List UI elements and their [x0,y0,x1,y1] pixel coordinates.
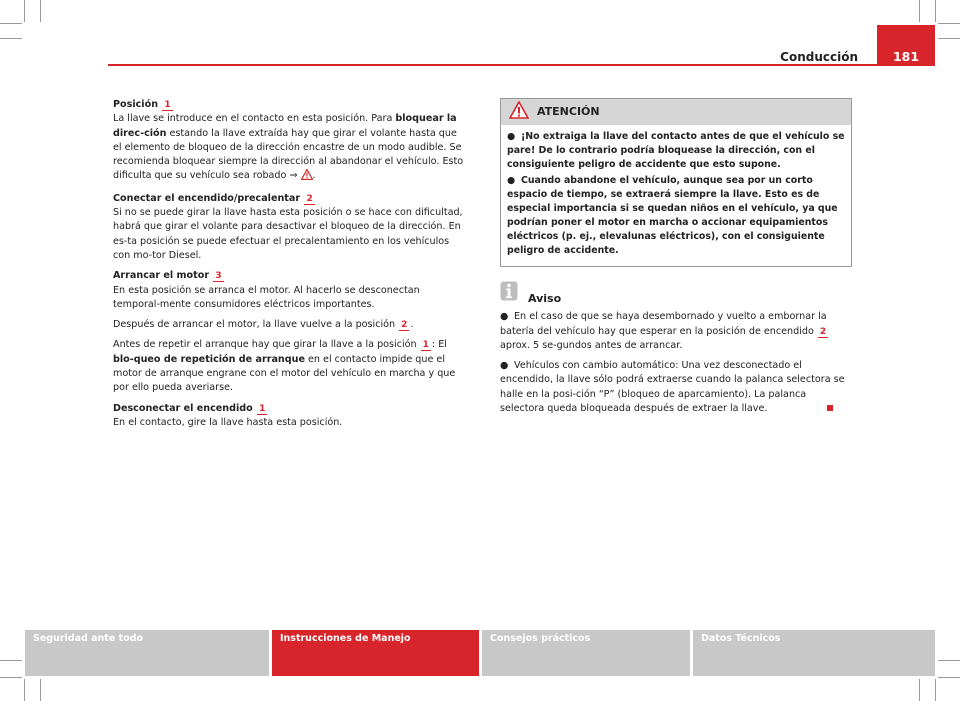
crop-mark [938,38,960,39]
footer-tab-datos[interactable]: Datos Técnicos [693,630,935,676]
position-number: 1 [259,403,266,414]
crop-mark [919,679,920,701]
crop-mark [938,23,960,24]
paragraph-conectar: Si no se puede girar la llave hasta esta posición o se hace con dificultad, habrá que girar el volante para desactivar el bloqueo de la dirección. En es-ta posición se puede efectuar el precalentamiento en los vehículos con mo-tor Diesel. [113,207,463,261]
warning-item: ● Cuando abandone el vehículo, aunque sea por un corto espacio de tiempo, se extraerá siempre la llave. Esto es de especial importancia si se quedan niños en el vehículo, ya que podrían poner el motor en marcha o accionar equipamientos eléctricos (p. ej., elevalunas eléctricos), con el consiguiente peligro de accidente. [507,175,838,256]
footer-tab-consejos[interactable]: Consejos prácticos [482,630,690,676]
paragraph-posicion: La llave se introduce en el contacto en esta posición. Para bloquear la direc-ción estando la llave extraída hay que girar el volante hasta que el elemento de bloqueo de la dirección encastre de un modo audible. Se recomienda bloquear siempre la dirección al abandonar el vehículo. Esto dificulta que su vehículo sea robado ⇒ . [113,112,465,185]
heading-arrancar: Arrancar el motor 3 [113,270,222,282]
crop-mark [938,677,960,678]
position-number: 1 [422,340,429,351]
warning-title: ATENCIÓN [537,104,600,118]
warning-triangle-icon[interactable] [301,169,313,185]
warning-header [501,99,851,125]
footer-tab-instrucciones[interactable]: Instrucciones de Manejo [272,630,479,676]
crop-mark [40,0,41,22]
crop-mark [24,679,25,701]
warning-box [500,98,852,267]
crop-mark [24,0,25,22]
note-info-icon [500,281,518,306]
heading-conectar: Conectar el encendido/precalentar 2 [113,192,313,204]
position-number: 1 [164,100,171,110]
left-column [113,98,465,430]
position-number: 2 [306,193,313,204]
position-number: 2 [401,320,408,331]
end-of-section-marker [827,405,833,411]
warning-item: ● ¡No extraiga la llave del contacto antes de que el vehículo se pare! De lo contrario podría bloquease la dirección, con el consiguiente peligro de accidente que esto supone. [507,131,845,170]
crop-mark [938,660,960,661]
note-title: Aviso [528,291,562,305]
paragraph-arrancar: En esta posición se arranca el motor. Al hacerlo se desconectan temporal-mente consumidores eléctricos importantes. [113,284,420,310]
crop-mark [0,660,22,661]
crop-mark [935,679,936,701]
paragraph-desconectar: En el contacto, gire la llave hasta esta posición. [113,416,343,428]
section-title: Conducción [780,50,858,64]
note-item: ● Vehículos con cambio automático: Una vez desconectado el encendido, la llave sólo podrá extraerse cuando la palanca selectora se halle en la posi-ción “P” (bloqueo de aparcamiento). La palanca selectora queda bloqueada después de extraer la llave. [500,360,845,415]
heading-posicion: Posición 1 [113,99,171,110]
heading-desconectar: Desconectar el encendido 1 [113,402,266,414]
crop-mark [935,0,936,22]
crop-mark [0,38,22,39]
paragraph-despues: Después de arrancar el motor, la llave vuelve a la posición 2 . [113,319,414,331]
warning-body [501,125,851,266]
header-rule [108,64,877,66]
crop-mark [40,679,41,701]
position-number: 2 [819,326,827,337]
right-column [500,98,852,416]
page-number: 181 [877,25,935,66]
footer-tab-seguridad[interactable]: Seguridad ante todo [25,630,269,676]
paragraph-repetir: Antes de repetir el arranque hay que girar la llave a la posición 1 : El blo-queo de repetición de arranque en el contacto impide que el motor de arranque engrane con el motor del vehículo en marcha y que por ello pueda averiarse. [113,339,456,394]
note-header [500,281,852,306]
note-item: ● En el caso de que se haya desembornado y vuelto a embornar la batería del vehículo hay que esperar en la posición de encendido 2 aprox. 5 se-gundos antes de arrancar. [500,311,827,351]
position-number: 3 [215,271,222,282]
crop-mark [0,677,22,678]
reference-arrow: ⇒ [289,170,298,182]
warning-triangle-icon [509,101,537,123]
crop-mark [0,23,22,24]
crop-mark [919,0,920,22]
